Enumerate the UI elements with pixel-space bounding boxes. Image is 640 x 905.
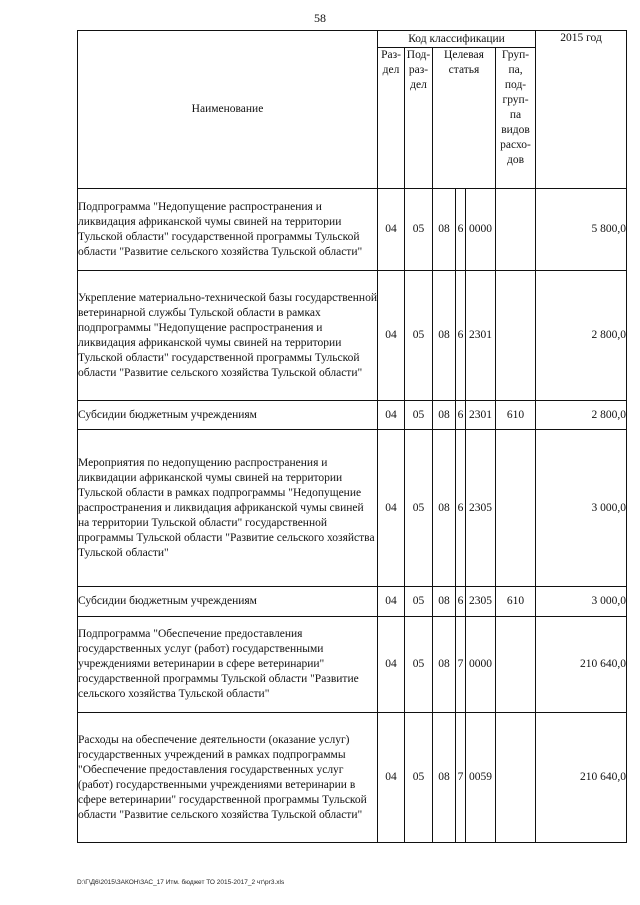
row-target-article-2: 7 xyxy=(456,617,466,713)
row-expense-group xyxy=(496,713,536,843)
row-expense-group: 610 xyxy=(496,401,536,430)
table-row xyxy=(78,587,627,617)
header-razdel: Раз- дел xyxy=(378,48,405,189)
row-razdel: 04 xyxy=(378,271,405,401)
row-target-article-2: 7 xyxy=(456,713,466,843)
row-target-article-1: 08 xyxy=(433,587,456,617)
table-row xyxy=(78,617,627,713)
row-target-article-1: 08 xyxy=(433,401,456,430)
footer-file-path: D:\Г\Д6\2015\ЗАКОН\ЗАС_17 Итм. бюджет ТО 2015-2017_2 чт\pr3.xls xyxy=(77,879,285,886)
row-target-article-3: 2305 xyxy=(466,587,496,617)
row-amount: 3 000,0 xyxy=(536,430,627,587)
row-razdel: 04 xyxy=(378,430,405,587)
row-name: Расходы на обеспечение деятельности (оказание услуг) государственных учреждений в рамках подпрограммы "Обеспечение предоставления государственных услуг (работ) государственными учреждениями ветеринарии в сфере ветеринарии" государственной программы Тульской области "Развитие сельского хозяйства Тульской области" xyxy=(78,713,378,843)
table-row xyxy=(78,401,627,430)
row-podrazdel: 05 xyxy=(405,617,433,713)
page-number: 58 xyxy=(314,11,326,25)
header-year: 2015 год xyxy=(536,31,627,189)
row-expense-group xyxy=(496,271,536,401)
row-expense-group xyxy=(496,430,536,587)
row-expense-group xyxy=(496,617,536,713)
header-podrazdel: Под- раз- дел xyxy=(405,48,433,189)
row-target-article-2: 6 xyxy=(456,271,466,401)
row-target-article-1: 08 xyxy=(433,713,456,843)
row-amount: 2 800,0 xyxy=(536,271,627,401)
row-podrazdel: 05 xyxy=(405,189,433,271)
table-row xyxy=(78,271,627,401)
row-target-article-2: 6 xyxy=(456,430,466,587)
row-target-article-3: 2301 xyxy=(466,271,496,401)
row-podrazdel: 05 xyxy=(405,587,433,617)
row-razdel: 04 xyxy=(378,587,405,617)
row-target-article-1: 08 xyxy=(433,271,456,401)
row-razdel: 04 xyxy=(378,189,405,271)
budget-table xyxy=(77,30,627,843)
row-amount: 5 800,0 xyxy=(536,189,627,271)
header-name: Наименование xyxy=(78,31,378,189)
header-expense-group: Груп- па, под- груп- па видов расхо- дов xyxy=(496,48,536,189)
row-amount: 3 000,0 xyxy=(536,587,627,617)
row-razdel: 04 xyxy=(378,617,405,713)
row-target-article-3: 0000 xyxy=(466,189,496,271)
row-target-article-3: 0000 xyxy=(466,617,496,713)
row-razdel: 04 xyxy=(378,401,405,430)
row-razdel: 04 xyxy=(378,713,405,843)
row-target-article-3: 2305 xyxy=(466,430,496,587)
row-target-article-3: 2301 xyxy=(466,401,496,430)
row-name: Мероприятия по недопущению распространения и ликвидации африканской чумы свиней на территории Тульской области в рамках подпрограммы "Недопущение распространения и ликвидация африканской чумы свиней на территории Тульской области" государственной программы Тульской области "Развитие сельского хозяйства Тульской области" xyxy=(78,430,378,587)
row-name: Субсидии бюджетным учреждениям xyxy=(78,401,378,430)
row-target-article-2: 6 xyxy=(456,189,466,271)
table-row xyxy=(78,189,627,271)
row-name: Подпрограмма "Обеспечение предоставления государственных услуг (работ) государственными учреждениями ветеринарии в сфере ветеринарии" государственной программы Тульской области "Развитие сельского хозяйства Тульской области" xyxy=(78,617,378,713)
row-amount: 210 640,0 xyxy=(536,617,627,713)
table-row xyxy=(78,430,627,587)
row-podrazdel: 05 xyxy=(405,430,433,587)
row-amount: 210 640,0 xyxy=(536,713,627,843)
header-row-top xyxy=(78,31,627,48)
row-amount: 2 800,0 xyxy=(536,401,627,430)
row-target-article-1: 08 xyxy=(433,189,456,271)
row-target-article-1: 08 xyxy=(433,617,456,713)
row-target-article-2: 6 xyxy=(456,587,466,617)
row-name: Подпрограмма "Недопущение распространения и ликвидация африканской чумы свиней на территории Тульской области" государственной программы Тульской области "Развитие сельского хозяйства Тульской области" xyxy=(78,189,378,271)
row-name: Укрепление материально-технической базы государственной ветеринарной службы Тульской области в рамках подпрограммы "Недопущение распространения и ликвидация африканской чумы свиней на территории Тульской области" государственной программы Тульской области "Развитие сельского хозяйства Тульской области" xyxy=(78,271,378,401)
row-podrazdel: 05 xyxy=(405,271,433,401)
row-target-article-2: 6 xyxy=(456,401,466,430)
row-podrazdel: 05 xyxy=(405,401,433,430)
table-row xyxy=(78,713,627,843)
row-name: Субсидии бюджетным учреждениям xyxy=(78,587,378,617)
row-expense-group xyxy=(496,189,536,271)
row-expense-group: 610 xyxy=(496,587,536,617)
header-classification: Код классификации xyxy=(378,31,536,48)
row-podrazdel: 05 xyxy=(405,713,433,843)
row-target-article-3: 0059 xyxy=(466,713,496,843)
header-target-article: Целевая статья xyxy=(433,48,496,189)
row-target-article-1: 08 xyxy=(433,430,456,587)
